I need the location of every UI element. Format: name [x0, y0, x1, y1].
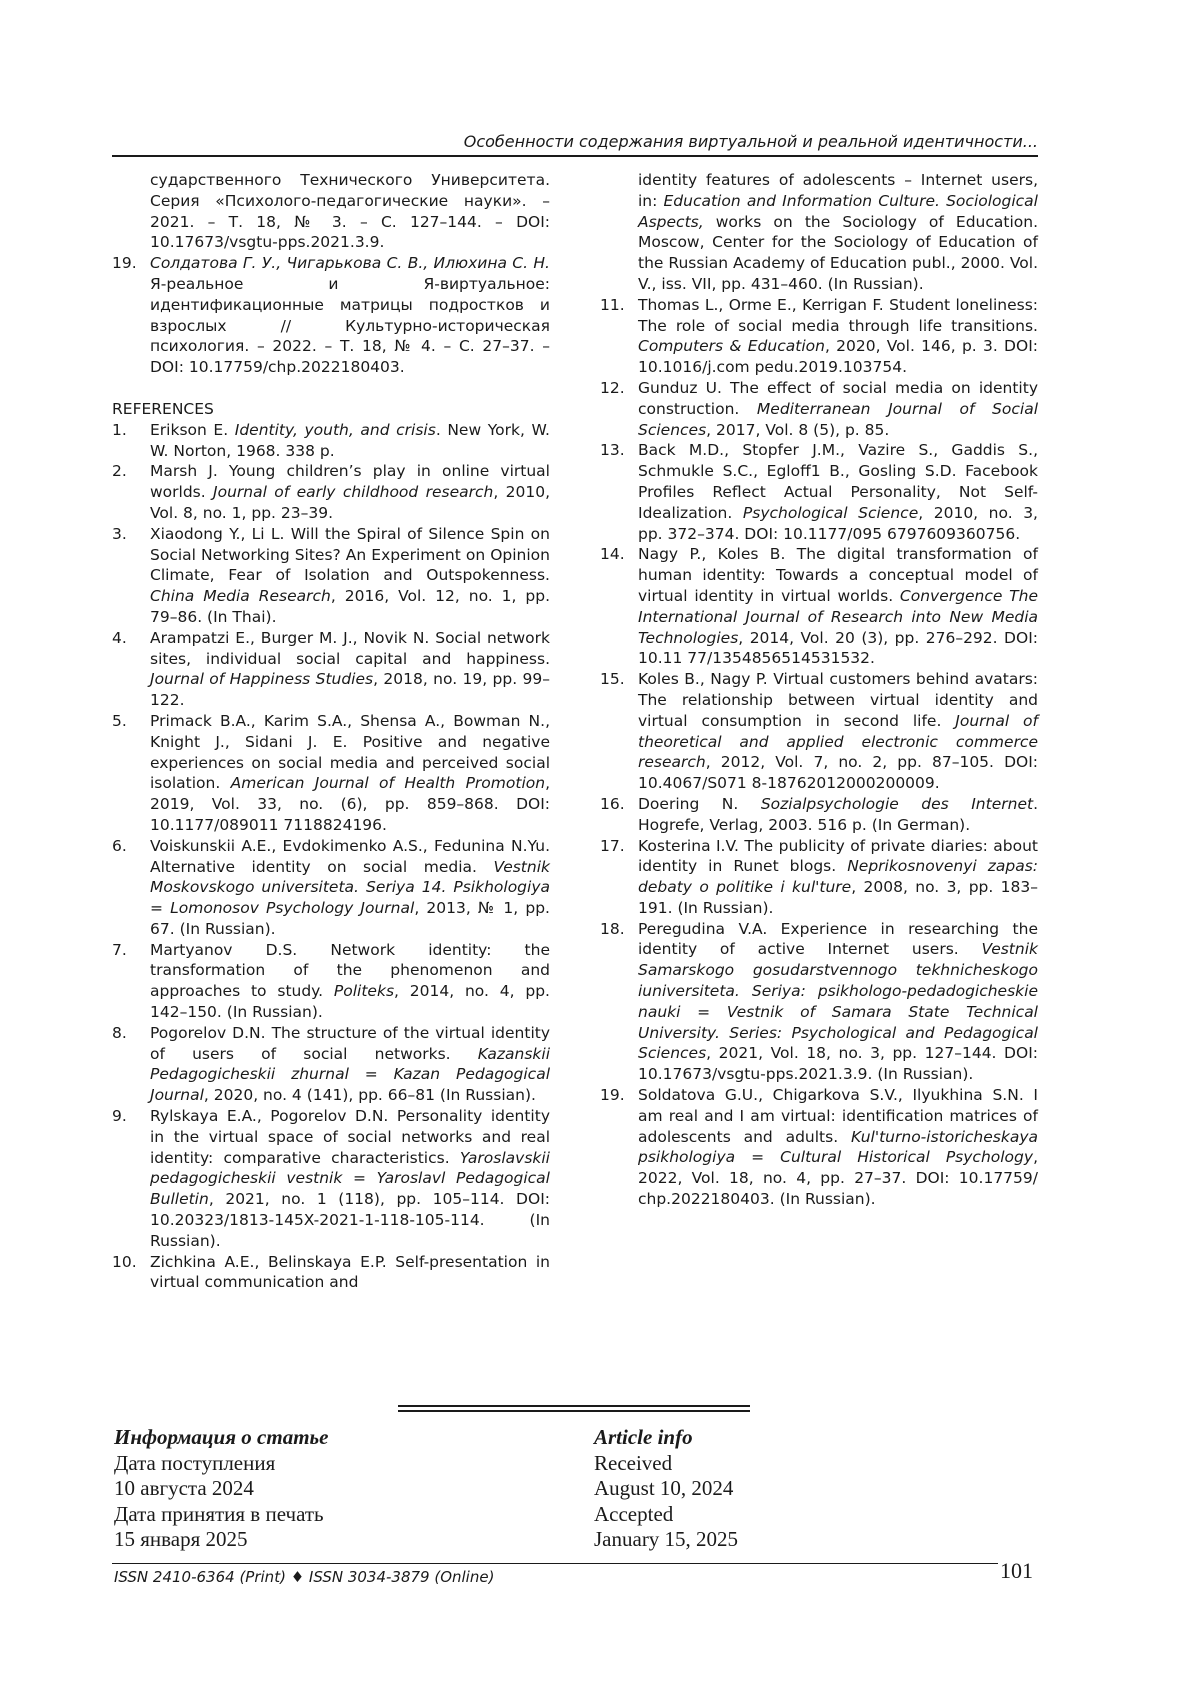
received-date: 10 августа 2024: [114, 1476, 254, 1500]
reference-text-tail: , 2022, Vol. 18, no. 4, pp. 27–37. DOI: 10.17759/ chp.2022180403. (In Russian).: [638, 1148, 1038, 1209]
reference-authors: Солдатова Г. У., Чигарькова С. В., Илюхина С. Н.: [150, 254, 550, 273]
reference-number: 3.: [112, 524, 127, 543]
reference-text-tail: . Hogrefe, Verlag, 2003. 516 p. (In German).: [638, 794, 1038, 834]
reference-text-tail: , 2017, Vol. 8 (5), p. 85.: [706, 420, 890, 439]
reference-text-tail: , 2020, Vol. 146, p. 3. DOI: 10.1016/j.com pedu.2019.103754.: [638, 337, 1038, 377]
reference-item: [600, 544, 1038, 669]
reference-text: Peregudina V.A. Experience in researching the identity of active Internet users.: [638, 919, 1038, 959]
reference-number: 14.: [600, 545, 625, 564]
accepted-label: Дата принятия в печать: [114, 1501, 324, 1526]
reference-text: identity features of adolescents – Internet users, in:: [638, 171, 1038, 210]
reference-number: 13.: [600, 441, 625, 460]
reference-number: 8.: [112, 1023, 127, 1042]
reference-item: [600, 378, 1038, 440]
reference-number: 2.: [112, 462, 127, 481]
reference-source: Kul'turno-istoricheskaya psikhologiya = Cultural Historical Psychology: [638, 1127, 1038, 1167]
reference-text-tail: works on the Sociology of Education. Moscow, Center for the Sociology of Education of the Russian Academy of Education publ., 2000. Vol. V., iss. VII, pp. 431–460. (In Russian).: [638, 212, 1038, 293]
reference-text-tail: , 2021, no. 1 (118), pp. 105–114. DOI: 10.20323/1813-145X-2021-1-118-105-114. (In Russian).: [150, 1190, 550, 1250]
reference-text: Primack B.A., Karim S.A., Shensa A., Bowman N., Knight J., Sidani J. E. Positive and negative experiences on social media and perceived social isolation.: [150, 711, 550, 793]
reference-item: [600, 794, 1038, 836]
reference-number: 12.: [600, 378, 625, 397]
reference-text: Koles B., Nagy P. Virtual customers behind avatars: The relationship between virtual identity and virtual consumption in second life.: [638, 670, 1038, 730]
reference-text: Rylskaya E.A., Pogorelov D.N. Personality identity in the virtual space of social networks and real identity: comparative characteristics.: [150, 1107, 550, 1167]
reference-source: Neprikosnovenyi zapas: debaty o politike i kul'ture: [638, 857, 1038, 897]
reference-source: Mediterranean Journal of Social Sciences: [638, 399, 1039, 439]
reference-text: Marsh J. Young children’s play in online virtual worlds.: [150, 462, 550, 502]
reference-number: 19.: [112, 254, 137, 273]
references-list-right: [600, 295, 1038, 1210]
reference-text-tail: , 2013, № 1, pp. 67. (In Russian).: [150, 899, 550, 938]
reference-continuation: сударственного Технического Университета. Серия «Психолого-педагогические науки». – 2021. – Т. 18, № 3. – С. 127–144. – DOI: 10.17673/vsgtu-pps.2021.3.9.: [150, 171, 550, 252]
reference-text: Я-реальное и Я-виртуальное: идентификационные матрицы подростков и взрослых // Культурно-историческая психология. – 2022. – Т. 18, № 4. – С. 27–37. – DOI: 10.17759/chp.2022180403.: [150, 274, 550, 377]
received-label: Received: [594, 1450, 673, 1475]
reference-text: Xiaodong Y., Li L. Will the Spiral of Silence Spin on Social Networking Sites? An Experiment on Opinion Climate, Fear of Isolation and Outspokenness.: [150, 524, 550, 585]
reference-number: 9.: [112, 1107, 127, 1126]
reference-item: [112, 524, 550, 628]
left-column: [112, 170, 550, 1293]
reference-source: Vestnik Moskovskogo universiteta. Seriya 14. Psikhologiya = Lomonosov Psychology Journal: [150, 857, 550, 918]
reference-text: Soldatova G.U., Chigarkova S.V., Ilyukhina S.N. I am real and I am virtual: identification matrices of adolescents and adults.: [638, 1086, 1038, 1146]
reference-item: [600, 669, 1038, 794]
reference-text: Back M.D., Stopfer J.M., Vazire S., Gaddis S., Schmukle S.C., Egloff1 B., Gosling S.D. Facebook Profiles Reflect Actual Personality, Not Self-Idealization.: [638, 441, 1038, 522]
reference-text: Kosterina I.V. The publicity of private diaries: about identity in Runet blogs.: [638, 836, 1038, 876]
reference-text: Zichkina A.E., Belinskaya E.P. Self-presentation in virtual communication and: [150, 1252, 550, 1292]
footer-rule: [112, 1563, 998, 1564]
reference-item: [600, 919, 1038, 1085]
reference-text-tail: , 2016, Vol. 12, no. 1, pp. 79–86. (In Thai).: [150, 587, 550, 626]
reference-source: Kazanskii Pedagogicheskii zhurnal = Kazan Pedagogical Journal: [150, 1044, 550, 1105]
section-divider: [398, 1405, 750, 1412]
reference-source: American Journal of Health Promotion: [230, 774, 546, 793]
reference-text-tail: , 2010, no. 3, pp. 372–374. DOI: 10.1177/095 6797609360756.: [638, 503, 1038, 543]
reference-text-tail: , 2021, Vol. 18, no. 3, pp. 127–144. DOI: 10.17673/vsgtu-pps.2021.3.9. (In Russian).: [638, 1044, 1038, 1084]
reference-number: 16.: [600, 794, 625, 813]
reference-text: Erikson E.: [150, 420, 235, 439]
reference-number: 5.: [112, 711, 127, 730]
reference-item: [112, 940, 550, 1023]
reference-item: [112, 1106, 550, 1252]
reference-item: [112, 711, 550, 836]
received-date: August 10, 2024: [594, 1476, 734, 1500]
reference-number: 10.: [112, 1252, 137, 1271]
reference-source: Psychological Science: [742, 503, 919, 522]
reference-item: [112, 461, 550, 523]
reference-item: [600, 1085, 1038, 1210]
article-info-title: Article info: [594, 1425, 693, 1449]
reference-text: Nagy P., Koles B. The digital transformation of human identity: Towards a conceptual model of virtual identity in virtual worlds.: [638, 545, 1038, 605]
reference-text: Thomas L., Orme E., Kerrigan F. Student loneliness: The role of social media through life transitions.: [638, 295, 1038, 335]
reference-number: 11.: [600, 295, 625, 314]
reference-item: [112, 1252, 550, 1294]
reference-text: Pogorelov D.N. The structure of the virtual identity of users of social networks.: [150, 1023, 550, 1063]
page-number: 101: [1000, 1558, 1033, 1583]
reference-number: 19.: [600, 1086, 625, 1105]
reference-text-tail: , 2012, Vol. 7, no. 2, pp. 87–105. DOI: 10.4067/S071 8-18762012000200009.: [638, 753, 1038, 793]
reference-source: Vestnik Samarskogo gosudarstvennogo tekhnicheskogo iuniversiteta. Seriya: psikhologo-pedadogicheskie nauki = Vestnik of Samara State Technical University. Series: Psychological and Pedagogical Sciences: [638, 940, 1038, 1063]
reference-number: 18.: [600, 919, 625, 938]
reference-text-tail: . New York, W. W. Norton, 1968. 338 p.: [150, 420, 550, 460]
reference-text: Doering N.: [638, 794, 761, 813]
reference-source: Sozialpsychologie des Internet: [760, 794, 1034, 813]
reference-source: Journal of early childhood research: [213, 483, 494, 502]
accepted-date: January 15, 2025: [594, 1527, 739, 1551]
reference-source: Politeks: [333, 982, 395, 1001]
references-heading: REFERENCES: [112, 399, 214, 418]
article-info-en: [594, 1425, 738, 1553]
header-rule: [112, 155, 1038, 157]
reference-text-tail: , 2008, no. 3, pp. 183–191. (In Russian).: [638, 878, 1039, 917]
reference-item: [112, 420, 550, 462]
reference-source: Convergence The International Journal of Research into New Media Technologies: [638, 586, 1038, 647]
reference-number: 7.: [112, 940, 127, 959]
reference-item: [112, 836, 550, 940]
running-head: Особенности содержания виртуальной и реальной идентичности...: [463, 132, 1038, 151]
reference-source: Journal of Happiness Studies: [150, 670, 374, 689]
reference-text-tail: , 2019, Vol. 33, no. (6), pp. 859–868. DOI: 10.1177/089011 7118824196.: [150, 774, 550, 834]
reference-source: Computers & Education: [638, 337, 825, 356]
right-column: [600, 170, 1038, 1210]
article-info-ru: [114, 1425, 328, 1553]
reference-item: [600, 836, 1038, 919]
reference-text-tail: , 2014, Vol. 20 (3), pp. 276–292. DOI: 10.11 77/1354856514531532.: [638, 628, 1038, 668]
accepted-label: Accepted: [594, 1501, 674, 1526]
reference-text: Arampatzi E., Burger M. J., Novik N. Social network sites, individual social capital and happiness.: [150, 628, 550, 668]
reference-number: 4.: [112, 628, 127, 647]
reference-source: Identity, youth, and crisis: [234, 420, 436, 439]
reference-text-tail: , 2010, Vol. 8, no. 1, pp. 23–39.: [150, 483, 551, 522]
reference-text: Gunduz U. The effect of social media on identity construction.: [638, 378, 1038, 418]
reference-text-tail: , 2018, no. 19, pp. 99–122.: [150, 670, 550, 710]
reference-item: [600, 295, 1038, 378]
reference-text-tail: , 2014, no. 4, pp. 142–150. (In Russian).: [150, 982, 550, 1022]
reference-continuation: [600, 170, 1038, 295]
footer-issn: ISSN 2410-6364 (Print) ♦ ISSN 3034-3879 (Online): [114, 1568, 495, 1586]
reference-number: 15.: [600, 670, 625, 689]
reference-item: [600, 440, 1038, 544]
reference-source: Journal of theoretical and applied electronic commerce research: [638, 711, 1039, 772]
reference-text: Martyanov D.S. Network identity: the transformation of the phenomenon and approaches to study.: [150, 940, 550, 1001]
references-list-left: [112, 420, 550, 1293]
reference-number: 6.: [112, 836, 127, 855]
reference-number: 17.: [600, 836, 625, 855]
reference-number: 1.: [112, 420, 127, 439]
received-label: Дата поступления: [114, 1450, 276, 1475]
reference-source: Education and Information Culture. Sociological Aspects,: [638, 191, 1038, 231]
reference-text: Voiskunskii A.E., Evdokimenko A.S., Fedunina N.Yu. Alternative identity on social media.: [150, 836, 550, 876]
reference-item: [112, 1023, 550, 1106]
accepted-date: 15 января 2025: [114, 1527, 248, 1551]
article-info-title: Информация о статье: [114, 1425, 329, 1449]
reference-source: Yaroslavskii pedagogicheskii vestnik = Yaroslavl Pedagogical Bulletin: [150, 1148, 550, 1209]
reference-item: [112, 628, 550, 711]
reference-text-tail: , 2020, no. 4 (141), pp. 66–81 (In Russian).: [203, 1086, 536, 1105]
reference-item-ru-19: [112, 253, 550, 378]
reference-source: China Media Research: [150, 587, 331, 606]
